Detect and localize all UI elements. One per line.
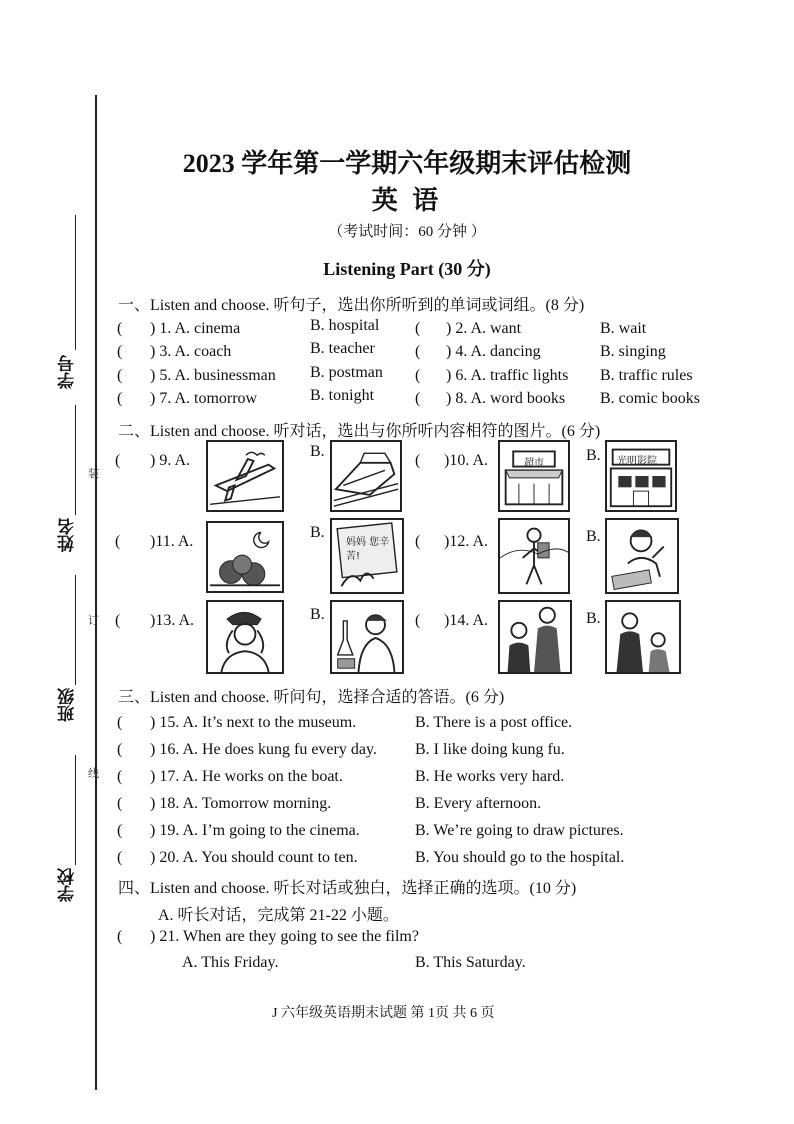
q13-b: B. (310, 606, 325, 623)
s1-q6-b: B. traffic rules (600, 367, 693, 384)
paren-8[interactable]: ( (415, 390, 421, 407)
bind-mark-1: 装 (88, 467, 99, 480)
s1-q3-b: B. teacher (310, 340, 375, 357)
paren-15[interactable]: ( (117, 714, 123, 731)
s1-q1-b: B. hospital (310, 317, 380, 334)
q10-label: )10. A. (444, 452, 488, 469)
page-title: 2023 学年第一学期六年级期末评估检测 (182, 149, 632, 178)
paren-11[interactable]: ( (115, 533, 121, 550)
s3-q18-a: ) 18. A. Tomorrow morning. (150, 795, 332, 812)
image-11b-card[interactable] (330, 518, 404, 594)
s1-q7-b: B. tonight (310, 387, 375, 404)
school-label: 学校 (58, 868, 78, 902)
paren-2[interactable]: ( (415, 320, 421, 337)
paren-1[interactable]: ( (117, 320, 123, 337)
card-text: 妈妈 您辛苦! (346, 537, 390, 562)
s1-q3-a: ) 3. A. coach (150, 343, 232, 360)
s1-q8-a: ) 8. A. word books (446, 390, 566, 407)
part-title: Listening Part (30 分) (323, 259, 491, 279)
section4-heading: 四、Listen and choose. 听长对话或独白，选择正确的选项。(10 分) (118, 880, 577, 897)
paren-17[interactable]: ( (117, 768, 123, 785)
image-12a-hiking[interactable] (498, 518, 570, 594)
q12-b: B. (586, 528, 601, 545)
q10-b: B. (586, 447, 601, 464)
image-9a-airplane[interactable] (206, 440, 284, 512)
student-id-label: 学号 (58, 355, 78, 389)
image-13b-scientist[interactable] (330, 600, 404, 674)
paren-12[interactable]: ( (415, 533, 421, 550)
s3-q19-a: ) 19. A. I’m going to the cinema. (150, 822, 360, 839)
paren-6[interactable]: ( (415, 367, 421, 384)
section4-sub: A. 听长对话，完成第 21-22 小题。 (158, 907, 399, 924)
s3-q20-a: ) 20. A. You should count to ten. (150, 849, 358, 866)
paren-4[interactable]: ( (415, 343, 421, 360)
s3-q16-a: ) 16. A. He does kung fu every day. (150, 741, 377, 758)
cinema-sign: 光明影院 (617, 456, 657, 467)
s1-q7-a: ) 7. A. tomorrow (150, 390, 258, 407)
page-footer: J 六年级英语期末试题 第 1页 共 6 页 (272, 1006, 495, 1021)
q14-label: )14. A. (444, 612, 488, 629)
paren-7[interactable]: ( (117, 390, 123, 407)
supermarket-sign: 超市 (524, 458, 544, 469)
s1-q5-b: B. postman (310, 364, 383, 381)
q14-b: B. (586, 610, 601, 627)
binding-line (95, 95, 97, 1090)
q11-b: B. (310, 524, 325, 541)
paren-20[interactable]: ( (117, 849, 123, 866)
q12-label: )12. A. (444, 533, 488, 550)
s1-q5-a: ) 5. A. businessman (150, 367, 276, 384)
image-14b-man-boy[interactable] (605, 600, 681, 674)
s3-q15-a: ) 15. A. It’s next to the museum. (150, 714, 357, 731)
s1-q6-a: ) 6. A. traffic lights (446, 367, 569, 384)
paren-19[interactable]: ( (117, 822, 123, 839)
bind-mark-2: 订 (88, 614, 99, 627)
image-11a-mooncakes[interactable] (206, 521, 284, 593)
paren-10[interactable]: ( (415, 452, 421, 469)
school-blank (75, 755, 76, 865)
q9-label: ) 9. A. (150, 452, 190, 469)
q9-b: B. (310, 443, 325, 460)
name-blank (75, 405, 76, 515)
paren-3[interactable]: ( (117, 343, 123, 360)
bind-mark-3: 线 (88, 767, 99, 780)
s3-q19-b: B. We’re going to draw pictures. (415, 822, 624, 839)
s1-q2-b: B. wait (600, 320, 647, 337)
section3-heading: 三、Listen and choose. 听问句，选择合适的答语。(6 分) (118, 689, 505, 706)
class-blank (75, 575, 76, 685)
q21-option-b: B. This Saturday. (415, 954, 526, 971)
q11-label: )11. A. (150, 533, 194, 550)
subject-title: 英 语 (371, 186, 443, 215)
s3-q17-b: B. He works very hard. (415, 768, 565, 785)
s1-q4-a: ) 4. A. dancing (446, 343, 541, 360)
image-13a-police[interactable] (206, 600, 284, 674)
q13-label: )13. A. (150, 612, 194, 629)
image-9b-train[interactable] (330, 440, 402, 512)
s1-q8-b: B. comic books (600, 390, 700, 407)
image-12b-painting[interactable] (605, 518, 679, 594)
paren-16[interactable]: ( (117, 741, 123, 758)
section1-heading: 一、Listen and choose. 听句子，选出你所听到的单词或词组。(8 分) (118, 297, 585, 314)
s3-q15-b: B. There is a post office. (415, 714, 573, 731)
s3-q16-b: B. I like doing kung fu. (415, 741, 565, 758)
paren-21[interactable]: ( (117, 928, 123, 945)
s3-q18-b: B. Every afternoon. (415, 795, 542, 812)
section2-heading: 二、Listen and choose. 听对话，选出与你所听内容相符的图片。(6 分) (118, 423, 601, 440)
paren-18[interactable]: ( (117, 795, 123, 812)
paren-9[interactable]: ( (115, 452, 121, 469)
s1-q4-b: B. singing (600, 343, 666, 360)
paren-13[interactable]: ( (115, 612, 121, 629)
name-label: 姓名 (58, 518, 78, 552)
q21-option-a: A. This Friday. (182, 954, 279, 971)
paren-14[interactable]: ( (415, 612, 421, 629)
s1-q1-a: ) 1. A. cinema (150, 320, 241, 337)
s1-q2-a: ) 2. A. want (446, 320, 522, 337)
image-10b-cinema[interactable] (605, 440, 677, 512)
s3-q20-b: B. You should go to the hospital. (415, 849, 625, 866)
q21-text: ) 21. When are they going to see the film? (150, 928, 419, 945)
s3-q17-a: ) 17. A. He works on the boat. (150, 768, 343, 785)
time-note: （考试时间：60 分钟 ） (328, 224, 486, 240)
image-14a-two-men[interactable] (498, 600, 572, 674)
image-10a-supermarket[interactable] (498, 440, 570, 512)
paren-5[interactable]: ( (117, 367, 123, 384)
class-label: 班级 (58, 688, 78, 722)
